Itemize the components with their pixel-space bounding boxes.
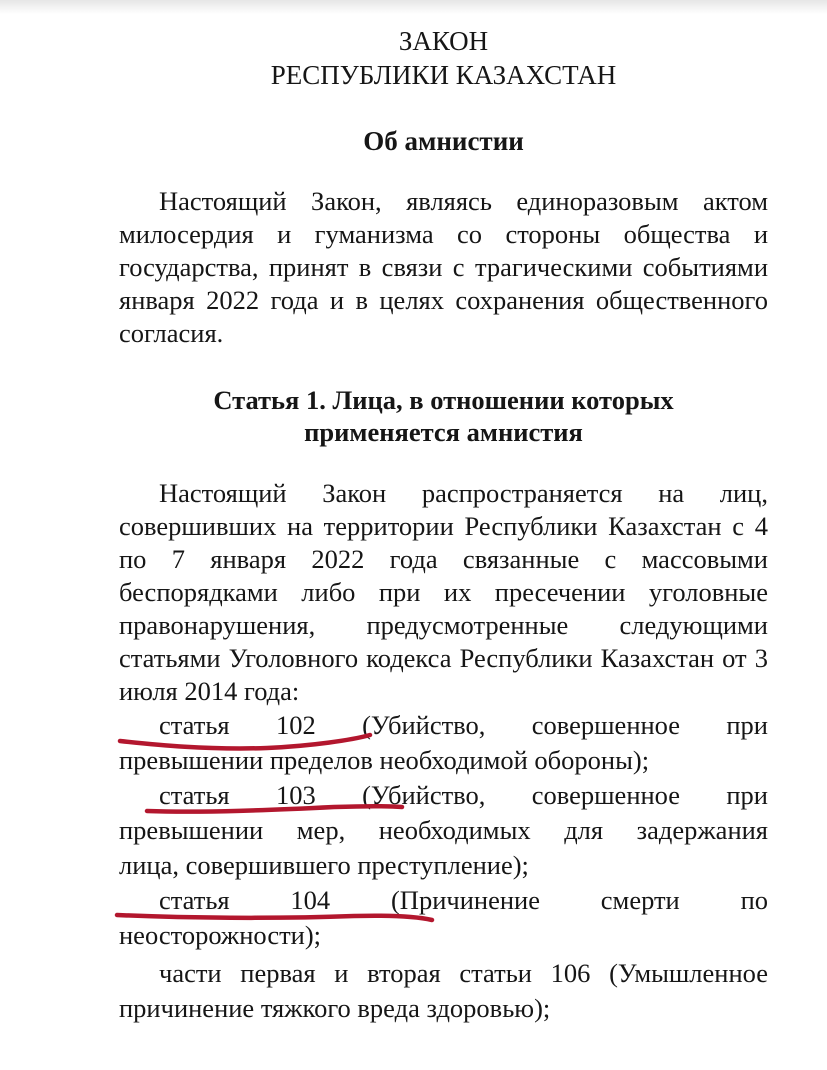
- item-article-number: 103: [275, 780, 316, 810]
- document-page: [119, 24, 768, 1053]
- list-item-article-102: [119, 708, 768, 778]
- item-continuation: неосторожности);: [119, 920, 322, 950]
- item-article-number: 102: [275, 710, 316, 740]
- list-item-article-104: [119, 883, 768, 953]
- item-word: совершенное: [531, 780, 681, 810]
- item-article-number: 104: [290, 885, 331, 915]
- item-word: статья: [159, 885, 230, 915]
- item-word: (Убийство,: [362, 780, 486, 810]
- item-word: (Убийство,: [362, 710, 486, 740]
- item-word: при: [726, 710, 768, 740]
- item-word: при: [726, 780, 768, 810]
- item-word: смерти: [600, 885, 680, 915]
- item-word: (Причинение: [390, 885, 540, 915]
- item-word: статья: [159, 780, 230, 810]
- law-title-line-1: ЗАКОН: [398, 26, 489, 56]
- article-1-heading-line-1: Статья 1. Лица, в отношении которых: [213, 385, 674, 415]
- page-top-edge: [0, 0, 827, 14]
- list-item-article-106: части первая и вторая статьи 106 (Умышленное причинение тяжкого вреда здоровью);: [119, 958, 768, 1023]
- item-continuation: лица, совершившего преступление);: [119, 850, 529, 880]
- article-1-heading-line-2: применяется амнистия: [304, 417, 583, 447]
- law-subject-heading: Об амнистии: [363, 126, 524, 156]
- item-continuation: превышении мер, необходимых для задержания: [119, 815, 768, 845]
- item-word: по: [740, 885, 768, 915]
- law-title-line-2: РЕСПУБЛИКИ КАЗАХСТАН: [270, 60, 617, 90]
- preamble-paragraph: Настоящий Закон, являясь единоразовым актом милосердия и гуманизма со стороны общества и государства, принят в связи с трагическими событиями января 2022 года и в целях сохранения общественного согласия.: [119, 186, 768, 348]
- article-1-intro-paragraph: Настоящий Закон распространяется на лиц, совершивших на территории Республики Казахстан с 4 по 7 января 2022 года связанные с массовыми беспорядками либо при их пресечении уголовные правонарушения, предусмотренные следующими статьями Уголовного кодекса Республики Казахстан от 3 июля 2014 года:: [119, 478, 768, 706]
- item-word: совершенное: [531, 710, 681, 740]
- list-item-article-103: [119, 778, 768, 883]
- article-1-heading: [119, 384, 768, 448]
- item-continuation: превышении пределов необходимой обороны);: [119, 745, 650, 775]
- item-word: статья: [159, 710, 230, 740]
